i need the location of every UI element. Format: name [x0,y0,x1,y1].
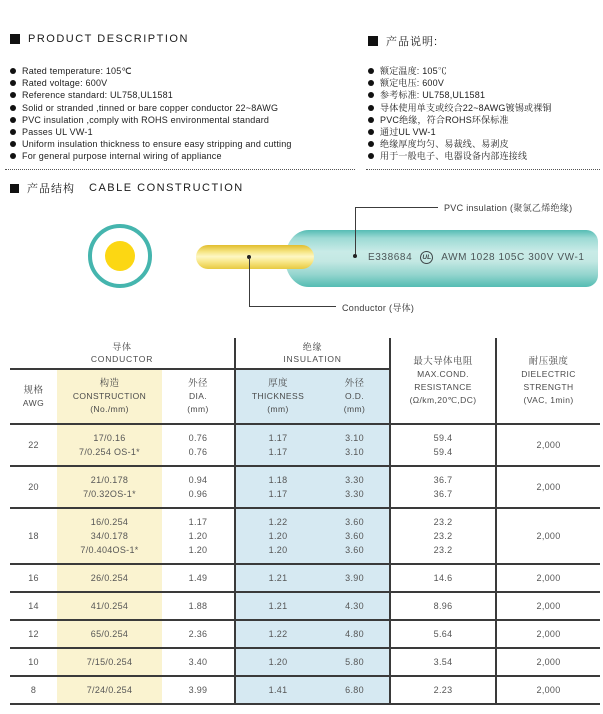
awg-column-header [10,369,57,424]
cell-dielectric: 2,000 [496,564,600,592]
spec-table-container [10,338,600,705]
bullet-text: For general purpose internal wiring of appliance [22,151,222,162]
cell-resistance: 8.96 [390,592,496,620]
header-line: (VAC, 1min) [523,394,574,405]
cell-dia: 2.36 [162,620,235,648]
cell-resistance: 2.23 [390,676,496,704]
bullet-text: 额定电压: 600V [380,78,445,89]
bullet-icon [10,68,16,74]
cell-dielectric: 2,000 [496,620,600,648]
header-line: 构造 [99,378,120,389]
bullet-item [368,126,602,138]
bullet-item [368,65,602,77]
bullet-icon [368,141,374,147]
insulation-group-en: INSULATION [283,354,342,364]
bullet-item [10,150,362,162]
od-column-header [320,369,390,424]
bullet-icon [368,80,374,86]
bullet-item [368,138,602,150]
cell-dielectric: 2,000 [496,592,600,620]
cell-dia: 0.76 0.76 [162,424,235,466]
cell-od: 4.80 [320,620,390,648]
cell-construction: 26/0.254 [57,564,162,592]
construction-column-header [57,369,162,424]
cell-thickness: 1.22 1.20 1.20 [235,508,320,564]
conductor-label: Conductor (导体) [342,303,415,313]
table-row [10,620,600,648]
spec-table [10,338,600,705]
header-line: O.D. [344,391,365,401]
cell-dia: 3.99 [162,676,235,704]
black-square-icon [368,36,378,46]
bullet-text: Solid or stranded ,tinned or bare copper conductor 22~8AWG [22,102,279,113]
product-description-list-en [10,65,362,163]
header-line: CONSTRUCTION [72,391,147,401]
table-row [10,676,600,704]
header-line: (mm) [343,404,366,414]
bullet-item [10,65,362,77]
bullet-text: 额定温度: 105℃ [380,66,448,76]
bullet-item [10,77,362,89]
bullet-text: 通过UL VW-1 [380,127,436,138]
cell-od: 4.30 [320,592,390,620]
bullet-text: 参考标准: UL758,UL1581 [380,90,486,101]
cross-section-conductor-core [105,241,135,271]
bullet-item [10,126,362,138]
cell-awg: 12 [10,620,57,648]
black-square-icon [10,34,20,44]
product-description-list-zh [368,65,602,163]
cell-thickness: 1.17 1.17 [235,424,320,466]
cell-dielectric: 2,000 [496,466,600,508]
cell-thickness: 1.41 [235,676,320,704]
table-row [10,648,600,676]
header-line: 规格 [23,384,44,396]
cell-awg: 8 [10,676,57,704]
cell-dielectric: 2,000 [496,676,600,704]
bullet-icon [368,117,374,123]
cell-dia: 1.88 [162,592,235,620]
cell-od: 5.80 [320,648,390,676]
section-title-text-en: CABLE CONSTRUCTION [89,182,244,194]
conductor-leader-line-vertical [249,258,250,307]
table-row [10,592,600,620]
resistance-column-header [390,338,496,424]
cell-dia: 3.40 [162,648,235,676]
bullet-icon [10,141,16,147]
bullet-text: 绝缘厚度均匀、易裁线、易剥皮 [380,139,509,150]
cell-thickness: 1.21 [235,592,320,620]
header-line: (mm) [187,404,209,414]
conductor-group-zh: 导体 [112,342,132,352]
bullet-icon [10,129,16,135]
dia-column-header [162,369,235,424]
bullet-item [10,102,362,114]
bullet-icon [368,68,374,74]
header-line: AWG [22,397,45,408]
section-title-text: PRODUCT DESCRIPTION [28,33,189,45]
header-line: 最大导体电阻 [413,355,473,367]
bullet-text: Rated temperature: 105℃ [22,66,132,76]
header-line: (Ω/km,20℃,DC) [409,394,477,405]
header-line: 厚度 [268,378,288,389]
cell-resistance: 59.4 59.4 [390,424,496,466]
product-description-title-zh [368,33,438,49]
thickness-column-header [235,369,320,424]
bullet-text: Passes UL VW-1 [22,127,93,138]
bullet-icon [10,105,16,111]
bullet-item [368,89,602,101]
cell-od: 3.90 [320,564,390,592]
table-row [10,508,600,564]
cell-resistance: 3.54 [390,648,496,676]
bullet-item [10,89,362,101]
cell-dielectric: 2,000 [496,648,600,676]
bullet-icon [10,80,16,86]
spec-table-body [10,424,600,704]
cable-spec: AWM 1028 105C 300V VW-1 [441,252,585,263]
bullet-text: 导体使用单支或绞合22~8AWG镀锡或裸铜 [380,102,552,113]
conductor-group-en: CONDUCTOR [90,354,154,364]
black-square-icon [10,184,19,193]
cell-od: 3.30 3.30 [320,466,390,508]
cable-print-text [368,251,585,264]
cell-dielectric: 2,000 [496,508,600,564]
bullet-icon [368,153,374,159]
cell-od: 3.10 3.10 [320,424,390,466]
bullet-item [10,138,362,150]
header-line: THICKNESS [251,391,305,401]
insulation-group-header [235,338,390,369]
insulation-group-zh: 绝缘 [302,342,323,352]
header-line: DIA. [188,391,208,401]
separator-line-right [366,169,600,170]
table-row [10,466,600,508]
bullet-icon [368,129,374,135]
cell-awg: 22 [10,424,57,466]
section-title-text: 产品说明: [386,36,439,48]
bullet-icon [10,117,16,123]
cell-thickness: 1.22 [235,620,320,648]
header-line: 外径 [188,378,208,389]
cell-awg: 14 [10,592,57,620]
cell-thickness: 1.18 1.17 [235,466,320,508]
bullet-text: Uniform insulation thickness to ensure easy stripping and cutting [22,139,292,150]
bullet-icon [368,92,374,98]
bullet-text: 用于一般电子、电器设备内部连接线 [380,151,528,162]
cell-dia: 1.17 1.20 1.20 [162,508,235,564]
cell-construction: 7/15/0.254 [57,648,162,676]
cell-resistance: 23.2 23.2 23.2 [390,508,496,564]
bullet-icon [368,105,374,111]
pvc-leader-line-horizontal [355,207,438,208]
bullet-item [368,102,602,114]
cell-resistance: 14.6 [390,564,496,592]
table-row [10,564,600,592]
cable-conductor-rod [196,245,314,269]
cell-construction: 41/0.254 [57,592,162,620]
cell-resistance: 36.7 36.7 [390,466,496,508]
cell-construction: 17/0.16 7/0.254 OS-1* [57,424,162,466]
header-line: 外径 [344,378,365,389]
cell-od: 3.60 3.60 3.60 [320,508,390,564]
cell-construction: 21/0.178 7/0.32OS-1* [57,466,162,508]
bullet-icon [10,153,16,159]
cell-dia: 0.94 0.96 [162,466,235,508]
cell-awg: 16 [10,564,57,592]
cert-number: E338684 [368,252,413,263]
cell-dia: 1.49 [162,564,235,592]
cell-dielectric: 2,000 [496,424,600,466]
bullet-item [368,114,602,126]
table-row [10,424,600,466]
cell-construction: 16/0.254 34/0.178 7/0.404OS-1* [57,508,162,564]
product-description-title-en [10,33,189,45]
bullet-item [368,77,602,89]
header-line: 耐压强度 [528,355,569,367]
bullet-text: PVC绝缘，符合ROHS环保标准 [380,114,509,125]
cell-thickness: 1.21 [235,564,320,592]
header-line: DIELECTRIC [521,368,576,379]
header-line: MAX.COND. [417,368,469,379]
header-line: (mm) [267,404,289,414]
bullet-text: Rated voltage: 600V [22,78,108,89]
cell-construction: 65/0.254 [57,620,162,648]
cell-od: 6.80 [320,676,390,704]
ul-logo-icon: UL [420,251,433,264]
pvc-insulation-label: PVC insulation (聚氯乙烯绝缘) [444,203,573,213]
bullet-icon [10,92,16,98]
bullet-item [10,114,362,126]
bullet-item [368,150,602,162]
cell-thickness: 1.20 [235,648,320,676]
separator-line-left [5,169,355,170]
bullet-text: Reference standard: UL758,UL1581 [22,90,173,101]
cable-diagram [0,194,603,340]
dielectric-column-header [496,338,600,424]
conductor-group-header [10,338,235,369]
header-line: STRENGTH [523,381,574,392]
pvc-leader-line-vertical [355,207,356,256]
pvc-leader-dot [353,254,357,258]
conductor-leader-line-horizontal [249,306,336,307]
cell-awg: 18 [10,508,57,564]
header-line: RESISTANCE [414,381,472,392]
cell-resistance: 5.64 [390,620,496,648]
section-title-text-zh: 产品结构 [27,183,75,195]
cell-awg: 10 [10,648,57,676]
bullet-text: PVC insulation ,comply with ROHS environmental standard [22,114,270,125]
header-line: (No./mm) [90,404,129,414]
cell-awg: 20 [10,466,57,508]
cell-construction: 7/24/0.254 [57,676,162,704]
